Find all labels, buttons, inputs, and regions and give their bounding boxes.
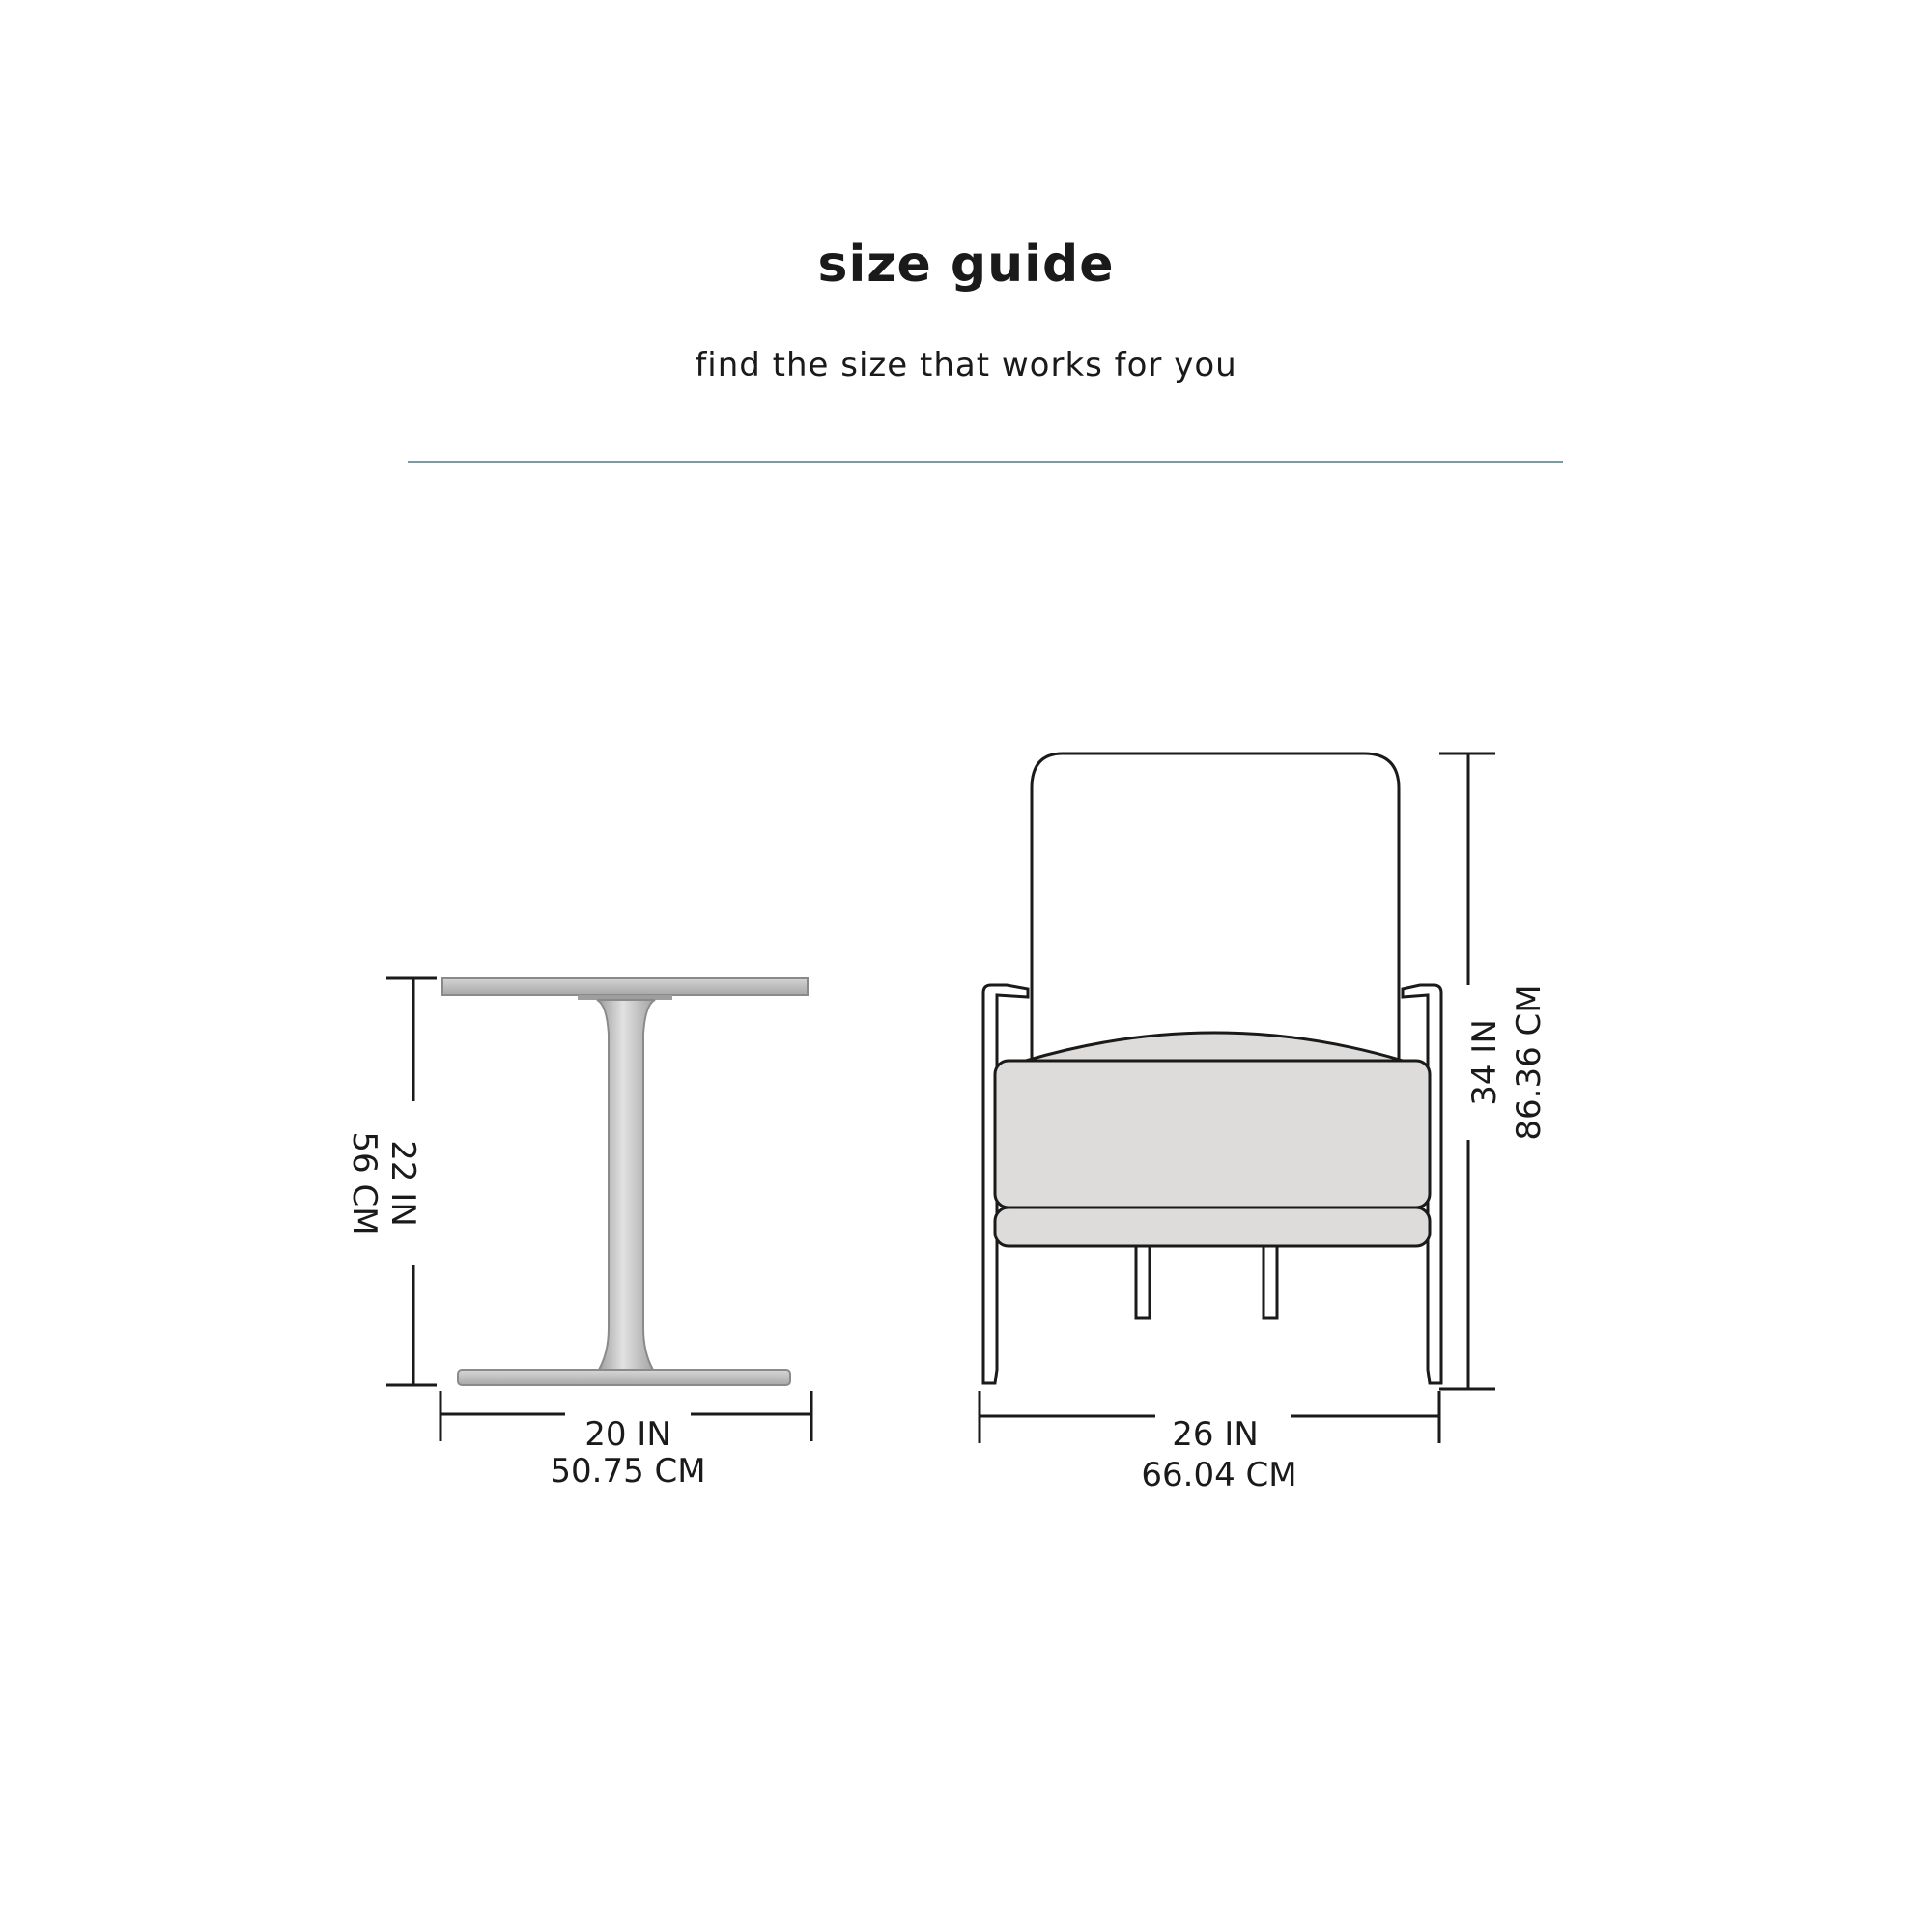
- chair-height-cm-label: 86.36 CM: [1510, 984, 1548, 1141]
- table-stem: [597, 1000, 655, 1370]
- chair-lower-rail: [995, 1208, 1430, 1246]
- table-top: [442, 978, 808, 995]
- chair-width-cm-label: 66.04 CM: [1141, 1456, 1297, 1494]
- table-width-cm-label: 50.75 CM: [550, 1452, 706, 1491]
- chair-back-leg-left: [1136, 1246, 1150, 1318]
- table-height-cm-label: 56 CM: [345, 1131, 384, 1236]
- table-base: [458, 1370, 790, 1385]
- chair-height-in-label: 34 IN: [1465, 1019, 1504, 1106]
- armchair-illustration: [983, 753, 1441, 1383]
- chair-back-leg-right: [1264, 1246, 1277, 1318]
- page-title: size guide: [817, 236, 1115, 294]
- table-width-in-label: 20 IN: [584, 1415, 671, 1454]
- chair-seat-cushion: [995, 1061, 1430, 1208]
- table-height-in-label: 22 IN: [384, 1140, 422, 1227]
- chair-backrest: [1032, 753, 1399, 1061]
- page-subtitle: find the size that works for you: [695, 346, 1237, 384]
- chair-width-in-label: 26 IN: [1172, 1415, 1259, 1454]
- side-table-illustration: [442, 978, 808, 1385]
